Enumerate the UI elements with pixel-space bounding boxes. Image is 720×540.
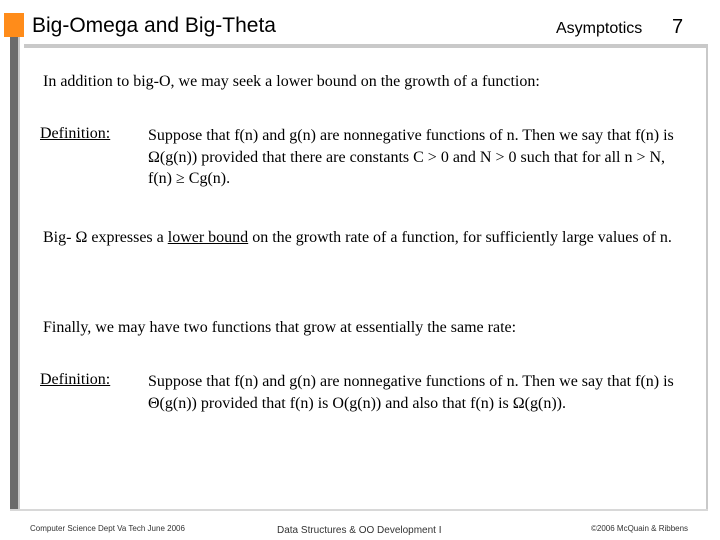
definition-text-1: Suppose that f(n) and g(n) are nonnegative functions of n. Then we say that f(n) is Ω(g(n)) provided that there are constants C > 0 and N > 0 such that for all n > N, f(n) ≥ Cg(n). bbox=[148, 127, 674, 187]
right-rule bbox=[706, 44, 708, 510]
big-omega-text-before: Big- Ω expresses a bbox=[43, 229, 168, 246]
footer-rule bbox=[10, 509, 708, 511]
finally-paragraph: Finally, we may have two functions that grow at essentially the same rate: bbox=[43, 319, 517, 336]
left-side-bar bbox=[10, 37, 18, 510]
intro-paragraph: In addition to big-O, we may seek a lower bound on the growth of a function: bbox=[43, 73, 540, 90]
big-omega-text-after: on the growth rate of a function, for sufficiently large values of n. bbox=[248, 229, 672, 246]
accent-square bbox=[4, 13, 24, 37]
slide-topic: Asymptotics bbox=[556, 20, 643, 37]
lower-bound-underlined: lower bound bbox=[167, 229, 249, 246]
definition-text-2: Suppose that f(n) and g(n) are nonnegative functions of n. Then we say that f(n) is Θ(g(n)) provided that f(n) is O(g(n)) and also that f(n) is Ω(g(n)). bbox=[148, 373, 674, 412]
definition-label-1: Definition: bbox=[40, 125, 111, 142]
header-rule bbox=[24, 44, 708, 48]
big-omega-paragraph bbox=[43, 227, 693, 249]
page-number: 7 bbox=[672, 16, 684, 38]
footer-left-text: Computer Science Dept Va Tech June 2006 bbox=[30, 524, 185, 533]
footer-center-text: Data Structures & OO Development I bbox=[277, 525, 442, 536]
definition-label-2: Definition: bbox=[40, 371, 111, 388]
footer-right-text: ©2006 McQuain & Ribbens bbox=[591, 524, 689, 533]
left-side-bar-highlight bbox=[18, 37, 20, 510]
slide-title: Big-Omega and Big-Theta bbox=[32, 14, 276, 37]
